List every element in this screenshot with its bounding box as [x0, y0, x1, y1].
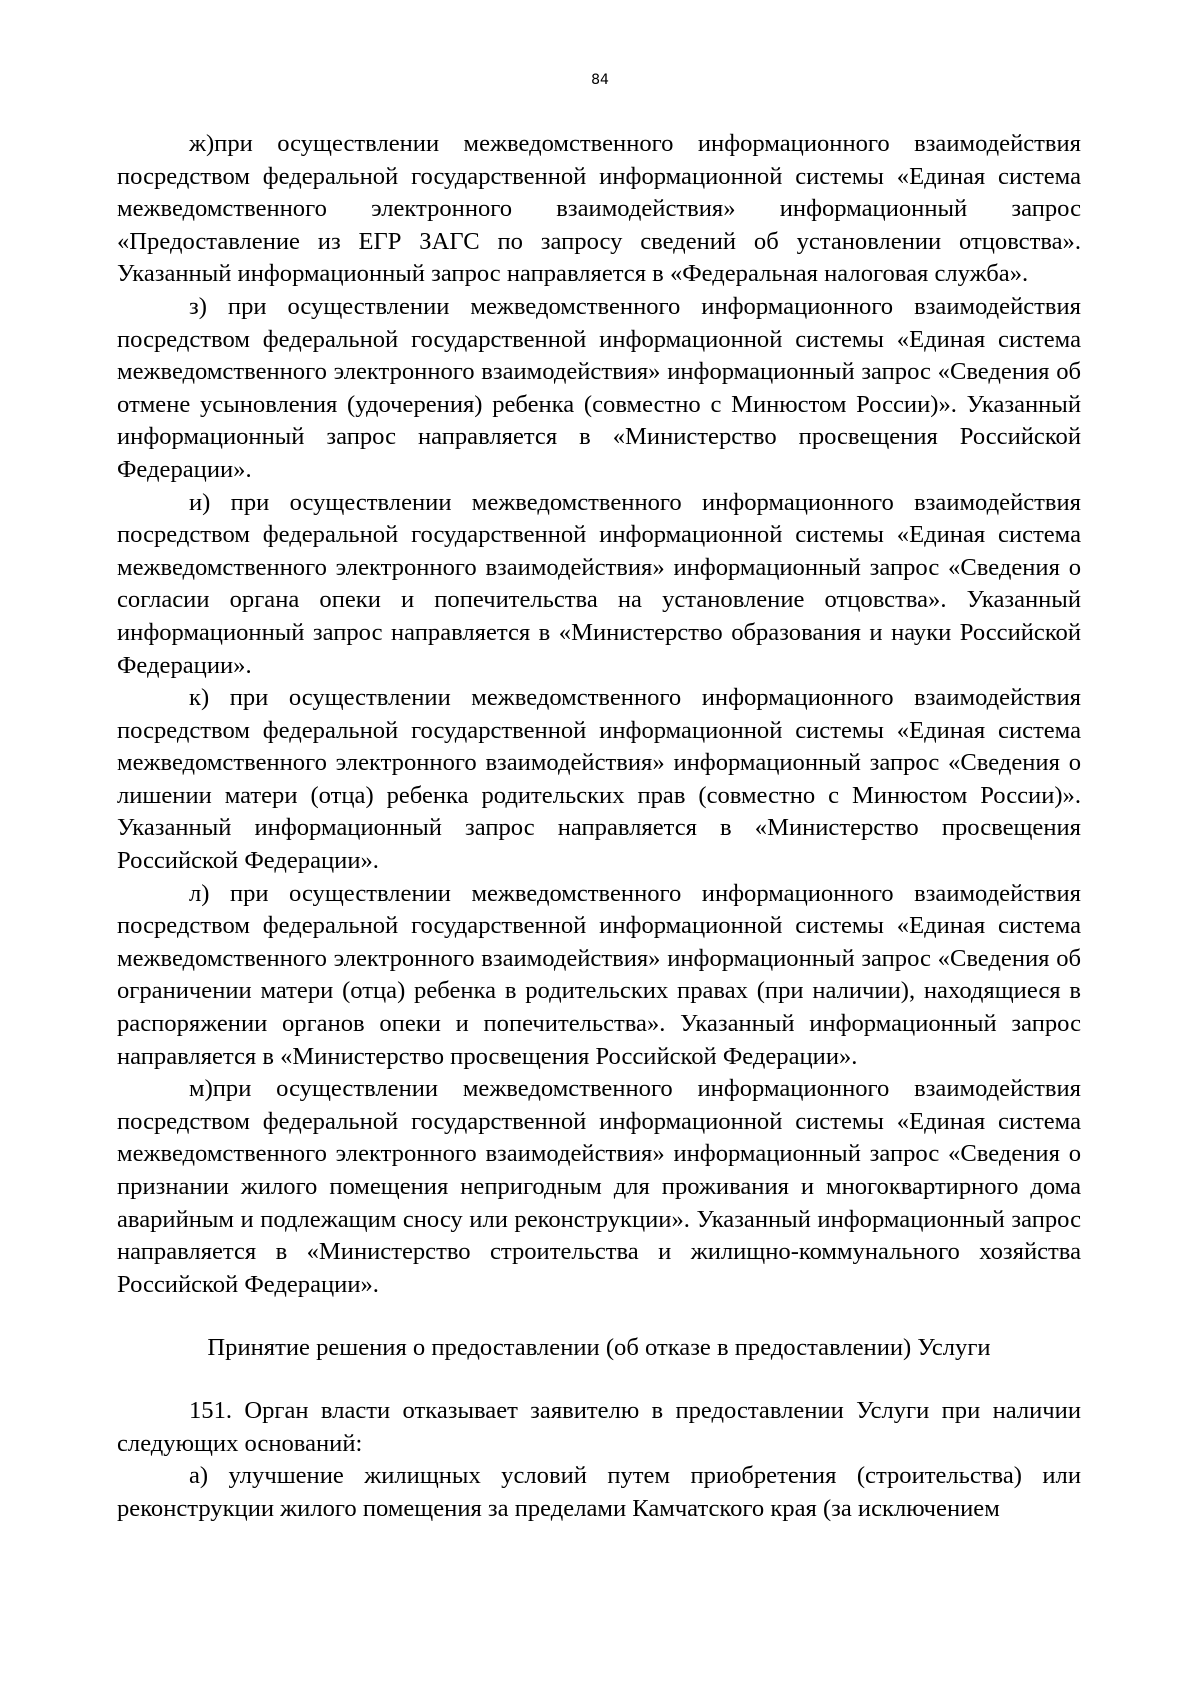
document-body	[117, 128, 1081, 1525]
page-number: 84	[591, 72, 609, 88]
paragraph-z: з) при осуществлении межведомственного информационного взаимодействия посредством федеральной государственной информационной системы «Единая система межведомственного электронного взаимодействия» информационный запрос «Сведения об отмене усыновления (удочерения) ребенка (совместно с Минюстом России)». Указанный информационный запрос направляется в «Министерство просвещения Российской Федерации».	[117, 292, 1081, 483]
paragraph-151-a: а) улучшение жилищных условий путем приобретения (строительства) или реконструкции жилого помещения за пределами Камчатского края (за исключением	[117, 1462, 1081, 1522]
paragraph-zh: ж)при осуществлении межведомственного информационного взаимодействия посредством федеральной государственной информационной системы «Единая система межведомственного электронного взаимодействия» информационный запрос «Предоставление из ЕГР ЗАГС по запросу сведений об установлении отцовства». Указанный информационный запрос направляется в «Федеральная налоговая служба».	[117, 130, 1081, 288]
paragraph-151: 151. Орган власти отказывает заявителю в предоставлении Услуги при наличии следующих оснований:	[117, 1396, 1081, 1457]
paragraph-l: л) при осуществлении межведомственного информационного взаимодействия посредством федеральной государственной информационной системы «Единая система межведомственного электронного взаимодействия» информационный запрос «Сведения об ограничении матери (отца) ребенка в родительских правах (при наличии), находящиеся в распоряжении органов опеки и попечительства». Указанный информационный запрос направляется в «Министерство просвещения Российской Федерации».	[117, 879, 1081, 1070]
paragraph-m: м)при осуществлении межведомственного информационного взаимодействия посредством федеральной государственной информационной системы «Единая система межведомственного электронного взаимодействия» информационный запрос «Сведения о признании жилого помещения непригодным для проживания и многоквартирного дома аварийным и подлежащим сносу или реконструкции». Указанный информационный запрос направляется в «Министерство строительства и жилищно-коммунального хозяйства Российской Федерации».	[117, 1075, 1081, 1298]
paragraph-i: и) при осуществлении межведомственного информационного взаимодействия посредством федеральной государственной информационной системы «Единая система межведомственного электронного взаимодействия» информационный запрос «Сведения о согласии органа опеки и попечительства на установление отцовства». Указанный информационный запрос направляется в «Министерство образования и науки Российской Федерации».	[117, 488, 1081, 679]
section-heading: Принятие решения о предоставлении (об отказе в предоставлении) Услуги	[207, 1334, 991, 1362]
paragraph-k: к) при осуществлении межведомственного информационного взаимодействия посредством федеральной государственной информационной системы «Единая система межведомственного электронного взаимодействия» информационный запрос «Сведения о лишении матери (отца) ребенка родительских прав (совместно с Минюстом России)». Указанный информационный запрос направляется в «Министерство просвещения Российской Федерации».	[117, 684, 1081, 875]
